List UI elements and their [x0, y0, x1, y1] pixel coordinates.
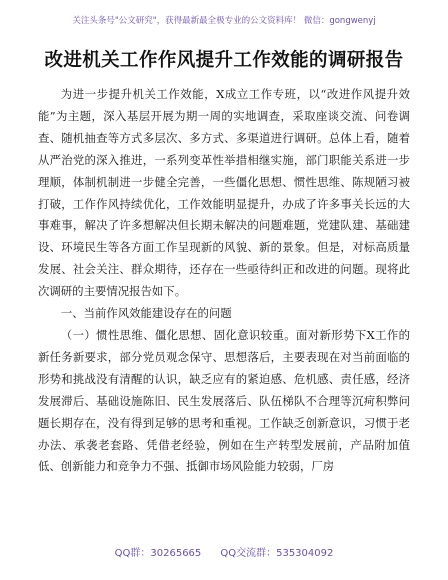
document-body	[38, 84, 410, 478]
document-title: 改进机关工作作风提升工作效能的调研报告	[44, 50, 404, 71]
footer-contact: QQ群：30265665 QQ交流群：535304092	[114, 548, 334, 559]
section-heading: 一、当前作风效能建设存在的问题	[60, 306, 232, 321]
subsection-paragraph: （一）惯性思维、僵化思想、固化意识较重。面对新形势下X工作的新任务新要求，部分党员观念保守、思想落后，主要表现在对当前面临的形势和挑战没有清醒的认识，缺乏应有的紧迫感、危机感、责任感，经济发展滞后、基础设施陈旧、民生发展落后、队伍梯队不合理等沉疴积弊问题长期存在，没有得到足够的思考和重视。工作缺乏创新意识，习惯于老办法、承袭老套路、凭借老经验，例如在生产转型发展前，产品附加值低、创新能力和竞争力不强、抵御市场风险能力较弱，厂房	[38, 327, 410, 474]
header-promo-text: 关注头条号"公文研究"，获得最新最全极专业的公文资料库！ 微信：gongwenyj	[72, 16, 376, 26]
intro-paragraph: 为进一步提升机关工作效能，X成立工作专班，以“改进作风提升效能”为主题，深入基层开展为期一周的实地调查，采取座谈交流、问卷调查、随机抽查等方式多层次、多方式、多渠道进行调研。总体上看，随着从严治党的深入推进，一系列变革性举措相继实施，部门职能关系进一步理顺，体制机制进一步健全完善，一些僵化思想、惯性思维、陈规陋习被打破，工作作风持续优化，工作效能明显提升，办成了许多事关长远的大事难事，解决了许多想解决但长期未解决的问题难题，党建队建、基础建设、环境民生等各方面工作呈现新的风貌、新的景象。但是，对标高质量发展、社会关注、群众期待，还存在一些亟待纠正和改进的问题。现将此次调研的主要情况报告如下。	[38, 87, 410, 299]
